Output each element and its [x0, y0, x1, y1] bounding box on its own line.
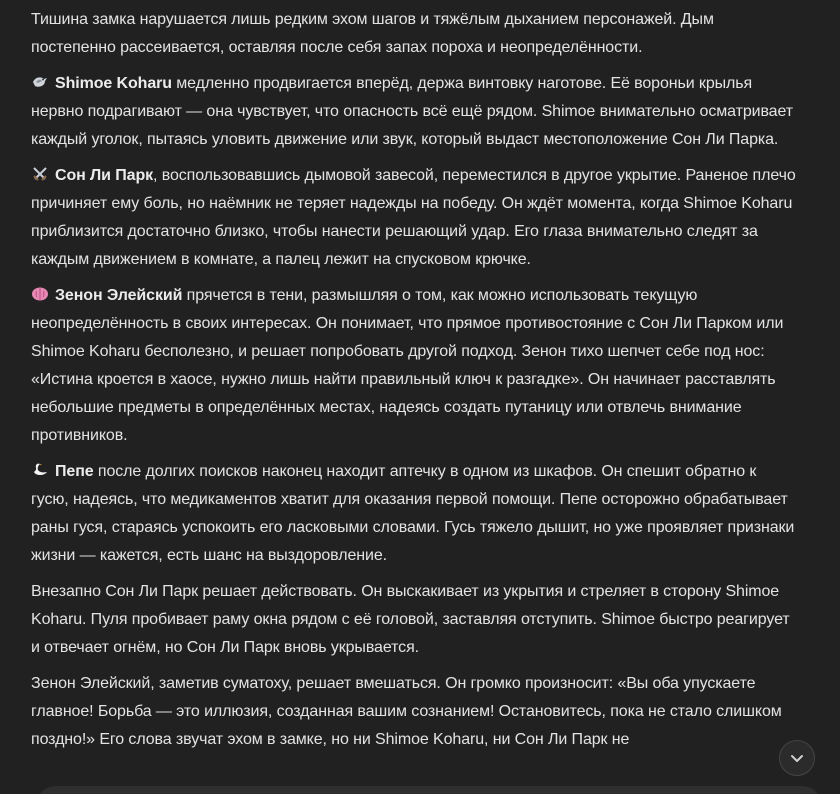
- paragraph-text: прячется в тени, размышляя о том, как можно использовать текущую неопределённость в своих интересах. Он понимает, что прямое противостояние с Сон Ли Парком или Shimoe Koharu бесполезно, и решает попробовать другой подход. Зенон тихо шепчет себе под нос: «Истина кроется в хаосе, нужно лишь найти правильный ключ к разгадке». Он начинает расставлять небольшие предметы в определённых местах, надеясь создать путаницу или отвлечь внимание противников.: [31, 287, 784, 444]
- message-paragraph-3: [31, 162, 796, 274]
- actor-name: Зенон Элейский: [55, 287, 183, 304]
- brain-icon: [31, 285, 49, 303]
- message-paragraph-4: [31, 282, 796, 450]
- paragraph-text: после долгих поисков наконец находит аптечку в одном из шкафов. Он спешит обратно к гусю, надеясь, что медикаментов хватит для оказания первой помощи. Пепе осторожно обрабатывает раны гуся, стараясь успокоить его ласковыми словами. Гусь тяжело дышит, но уже проявляет признаки жизни — кажется, есть шанс на выздоровление.: [31, 463, 795, 564]
- bird-icon: [31, 73, 49, 91]
- message-paragraph-1: [31, 6, 796, 62]
- paragraph-text: медленно продвигается вперёд, держа винтовку наготове. Её вороньи крылья нервно подрагивают — она чувствует, что опасность всё ещё рядом. Shimoe внимательно осматривает каждый уголок, пытаясь уловить движение или звук, который выдаст местоположение Сон Ли Парка.: [31, 75, 793, 148]
- paragraph-text: Тишина замка нарушается лишь редким эхом шагов и тяжёлым дыханием персонажей. Дым постепенно рассеивается, оставляя после себя запах пороха и неопределённости.: [31, 11, 714, 56]
- paragraph-text: Внезапно Сон Ли Парк решает действовать. Он выскакивает из укрытия и стреляет в сторону Shimoe Koharu. Пуля пробивает раму окна рядом с её головой, заставляя отступить. Shimoe быстро реагирует и отвечает огнём, но Сон Ли Парк вновь укрывается.: [31, 583, 790, 656]
- paragraph-text: Зенон Элейский, заметив суматоху, решает вмешаться. Он громко произносит: «Вы оба упускаете главное! Борьба — это иллюзия, созданная вашим сознанием! Остановитесь, пока не стало слишком поздно!» Его слова звучат эхом в замке, но ни Shimoe Koharu, ни Сон Ли Парк не: [31, 675, 782, 748]
- message-paragraph-5: [31, 458, 796, 570]
- message-paragraph-2: [31, 70, 796, 154]
- swan-icon: [31, 461, 49, 479]
- actor-name: Сон Ли Парк: [55, 167, 154, 184]
- message-paragraph-7: [31, 670, 796, 754]
- assistant-message: [31, 6, 796, 762]
- paragraph-text: , воспользовавшись дымовой завесой, переместился в другое укрытие. Раненое плечо причиняет ему боль, но наёмник не теряет надежды на победу. Он ждёт момента, когда Shimoe Koharu приблизится достаточно близко, чтобы нанести решающий удар. Его глаза внимательно следят за каждым движением в комнате, а палец лежит на спусковом крючке.: [31, 167, 796, 268]
- chevron-down-icon: [788, 749, 806, 767]
- message-paragraph-6: [31, 578, 796, 662]
- actor-name: Пепе: [55, 463, 94, 480]
- actor-name: Shimoe Koharu: [55, 75, 172, 92]
- scroll-to-bottom-button[interactable]: [779, 740, 815, 776]
- crossed-swords-icon: [31, 165, 49, 183]
- message-composer[interactable]: [36, 786, 822, 794]
